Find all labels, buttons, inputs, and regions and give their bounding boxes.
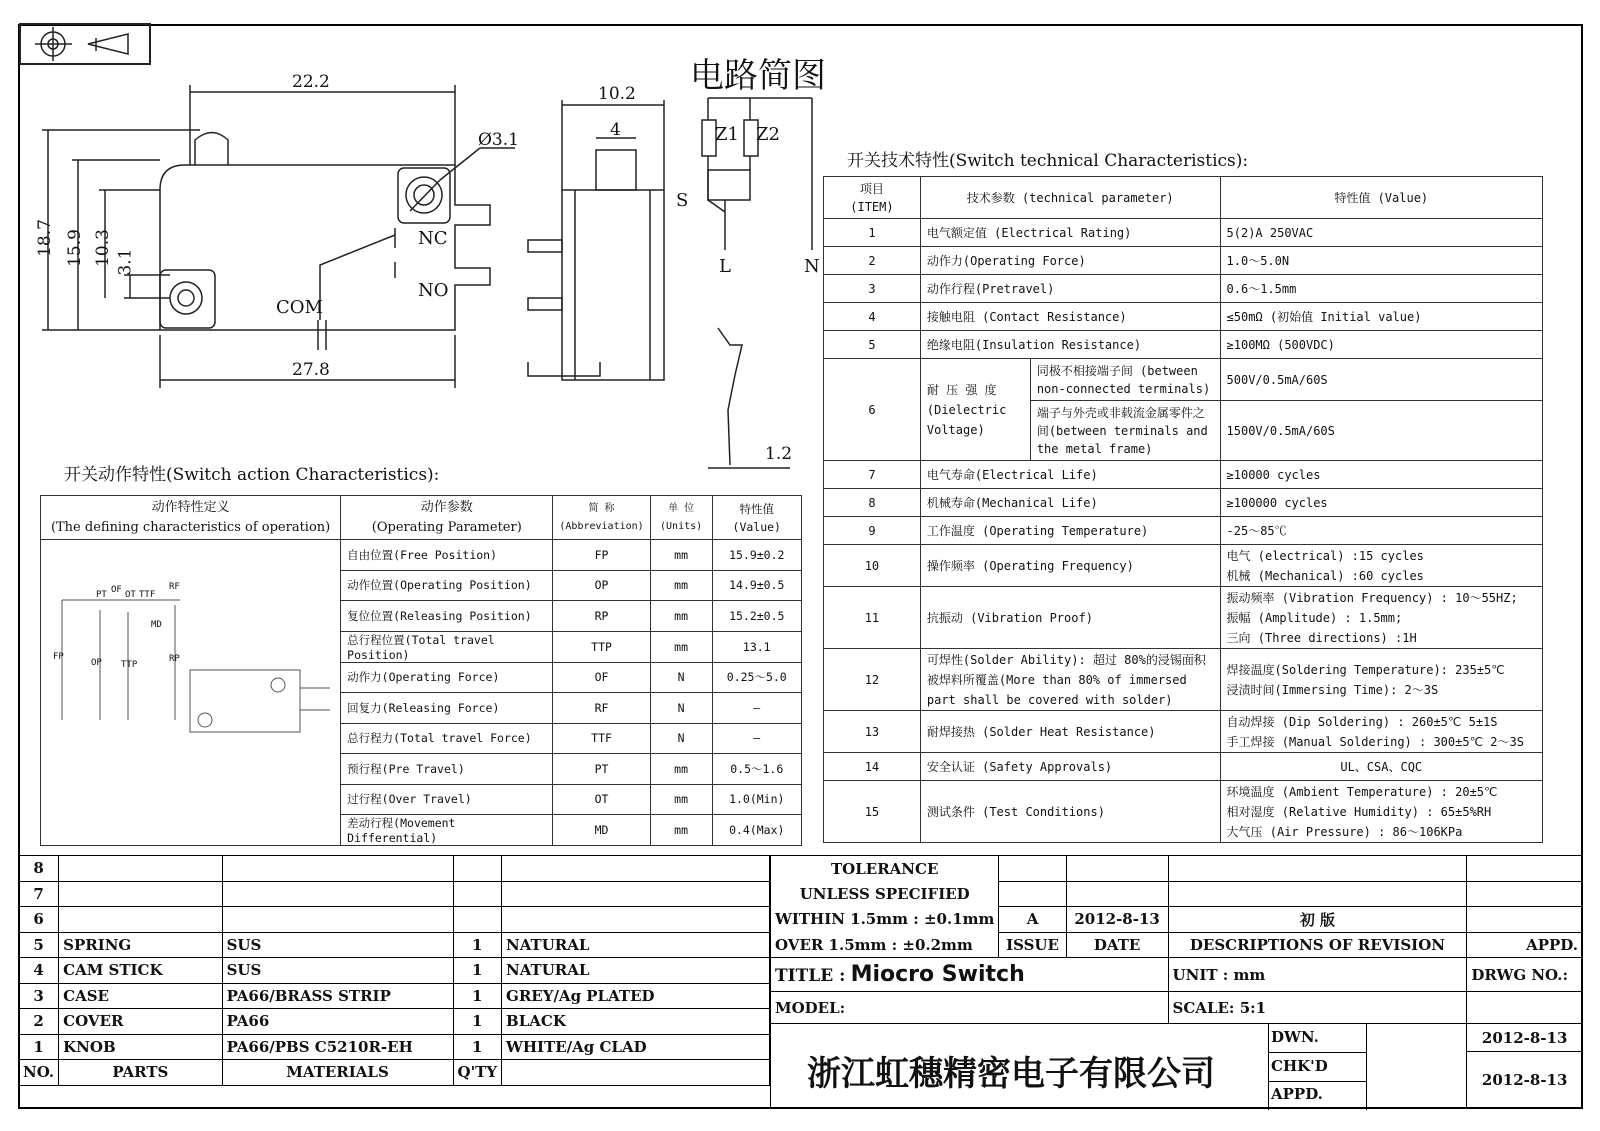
dl-fp: FP	[53, 652, 64, 662]
tech-no: 9	[824, 517, 921, 545]
scale-label: SCALE:	[1172, 998, 1235, 1017]
title-cell	[771, 958, 1169, 992]
dim-27-8: 27.8	[292, 360, 330, 380]
tech-h-param: 技术参数 (technical parameter)	[920, 177, 1220, 219]
action-param: 总行程力(Total travel Force)	[341, 723, 553, 754]
bom-part: KNOB	[59, 1034, 222, 1060]
tech-no: 3	[824, 275, 921, 303]
h-issue: ISSUE	[999, 932, 1066, 958]
bom-no: 8	[19, 856, 59, 882]
bom-no: 1	[19, 1034, 59, 1060]
bom-material	[222, 907, 453, 933]
nc-label: NC	[418, 228, 448, 249]
action-param: 动作力(Operating Force)	[341, 662, 553, 693]
bom-qty: 1	[453, 1034, 502, 1060]
tech-no: 4	[824, 303, 921, 331]
dwn-label: DWN.	[1271, 1028, 1319, 1046]
dl-rf: RF	[169, 582, 180, 592]
action-unit: mm	[650, 601, 712, 632]
dim-3-1: 3.1	[115, 248, 136, 276]
appd-label: APPD.	[1271, 1085, 1323, 1103]
dim-22-2: 22.2	[292, 72, 330, 92]
tol-line-4: OVER 1.5mm : ±0.2mm	[771, 932, 999, 958]
bom-remark: WHITE/Ag CLAD	[502, 1034, 770, 1060]
bom-part: CASE	[59, 983, 222, 1009]
action-unit: mm	[650, 815, 712, 846]
action-unit: N	[650, 693, 712, 724]
dim-4: 4	[610, 120, 621, 140]
n-label: N	[804, 256, 820, 277]
action-value: 0.4(Max)	[712, 815, 801, 846]
tech-value: 焊接温度(Soldering Temperature): 235±5℃ 浸渍时间(Immersing Time): 2～3S	[1220, 649, 1542, 711]
bom-material: SUS	[222, 958, 453, 984]
tech-value: ≥10000 cycles	[1220, 461, 1542, 489]
action-value: 15.2±0.5	[712, 601, 801, 632]
tech-subparam: 同极不相接端子间 (between non-connected terminals)	[1030, 359, 1220, 401]
bom-no: 5	[19, 932, 59, 958]
bom-remark: BLACK	[502, 1009, 770, 1035]
action-param: 自由位置(Free Position)	[341, 540, 553, 571]
tech-param: 安全认证 (Safety Approvals)	[920, 753, 1220, 781]
action-abbr: PT	[553, 754, 650, 785]
title-block	[770, 855, 1583, 1108]
dim-10-2: 10.2	[598, 84, 636, 104]
dwn-date: 2012-8-13	[1467, 1024, 1583, 1052]
title-label: TITLE :	[775, 966, 846, 986]
s-label: S	[676, 190, 689, 211]
unit-cell	[1168, 958, 1467, 992]
tech-no: 15	[824, 781, 921, 843]
action-unit: mm	[650, 754, 712, 785]
tech-value: 5(2)A 250VAC	[1220, 219, 1542, 247]
company-cell	[771, 1024, 1467, 1108]
action-abbr: TTP	[553, 631, 650, 662]
tech-h-value: 特性值 (Value)	[1220, 177, 1542, 219]
tech-param: 接触电阻 (Contact Resistance)	[920, 303, 1220, 331]
tech-param: 可焊性(Solder Ability): 超过 80%的浸锡面积被焊料所覆盖(More than 80% of immersed part shall be covered with solder)	[920, 649, 1220, 711]
tech-param: 工作温度 (Operating Temperature)	[920, 517, 1220, 545]
tech-param: 动作行程(Pretravel)	[920, 275, 1220, 303]
bom-part: CAM STICK	[59, 958, 222, 984]
action-value: 0.25～5.0	[712, 662, 801, 693]
bom-qty: 1	[453, 983, 502, 1009]
bom-qty: 1	[453, 1009, 502, 1035]
bom-part: COVER	[59, 1009, 222, 1035]
dim-18-7: 18.7	[34, 219, 55, 257]
circuit-title: 电路简图	[690, 56, 826, 96]
tech-no: 7	[824, 461, 921, 489]
bom-remark: NATURAL	[502, 958, 770, 984]
h-desc: DESCRIPTIONS OF REVISION	[1168, 932, 1467, 958]
no-label: NO	[418, 280, 449, 301]
tech-value: 振动频率 (Vibration Frequency) : 10～55HZ; 振幅 (Amplitude) : 1.5mm; 三向 (Three directions) :1H	[1220, 587, 1542, 649]
rev-date: 2012-8-13	[1066, 907, 1168, 933]
action-unit: mm	[650, 784, 712, 815]
tech-value: 0.6～1.5mm	[1220, 275, 1542, 303]
z1-label: Z1	[715, 124, 739, 145]
action-abbr: FP	[553, 540, 650, 571]
bom-qty	[453, 881, 502, 907]
bom-remark: GREY/Ag PLATED	[502, 983, 770, 1009]
z1-resistor	[702, 120, 716, 156]
bom-no: 6	[19, 907, 59, 933]
tech-no: 10	[824, 545, 921, 587]
com-blade	[320, 235, 395, 320]
action-abbr: OF	[553, 662, 650, 693]
bom-material: SUS	[222, 932, 453, 958]
tech-param: 操作频率 (Operating Frequency)	[920, 545, 1220, 587]
tech-title: 开关技术特性(Switch technical Characteristics):	[847, 151, 1249, 171]
action-abbr: OP	[553, 570, 650, 601]
bom-material	[222, 881, 453, 907]
tech-value: 1.0～5.0N	[1220, 247, 1542, 275]
dim-phi-3-1: Ø3.1	[478, 130, 519, 150]
action-value: 13.1	[712, 631, 801, 662]
scale-value: 5:1	[1239, 998, 1267, 1017]
dim-1-2: 1.2	[765, 444, 793, 464]
dim-10-3: 10.3	[92, 229, 113, 267]
action-value: 14.9±0.5	[712, 570, 801, 601]
h-appd: APPD.	[1467, 932, 1583, 958]
z2-label: Z2	[756, 124, 780, 145]
action-abbr: MD	[553, 815, 650, 846]
tech-param: 机械寿命(Mechanical Life)	[920, 489, 1220, 517]
drwg-no: DRWG NO.:	[1467, 958, 1583, 992]
action-h-param: 动作参数 (Operating Parameter)	[341, 496, 553, 540]
tech-param: 绝缘电阻(Insulation Resistance)	[920, 331, 1220, 359]
h-date: DATE	[1066, 932, 1168, 958]
action-param: 预行程(Pre Travel)	[341, 754, 553, 785]
unit-value: mm	[1233, 965, 1266, 984]
tech-subparam: 端子与外壳或非载流金属零件之间(between terminals and the metal frame)	[1030, 401, 1220, 461]
bom-material	[222, 856, 453, 882]
dim-15-9: 15.9	[64, 229, 85, 267]
tech-value: ≥100MΩ (500VDC)	[1220, 331, 1542, 359]
drawing-title: Miocro Switch	[850, 962, 1025, 987]
tech-param: 动作力(Operating Force)	[920, 247, 1220, 275]
tech-no: 12	[824, 649, 921, 711]
bom-material: PA66/PBS C5210R-EH	[222, 1034, 453, 1060]
tech-h-item: 项目 (ITEM)	[824, 177, 921, 219]
action-unit: N	[650, 662, 712, 693]
bom-remark	[502, 881, 770, 907]
switch-lever-nub	[195, 133, 228, 166]
tech-no: 8	[824, 489, 921, 517]
action-table	[40, 495, 802, 846]
action-value: 15.9±0.2	[712, 540, 801, 571]
tech-no: 2	[824, 247, 921, 275]
tech-param: 抗振动 (Vibration Proof)	[920, 587, 1220, 649]
tech-param: 耐焊接热 (Solder Heat Resistance)	[920, 711, 1220, 753]
bom-part	[59, 907, 222, 933]
action-h-unit: 单 位 (Units)	[650, 496, 712, 540]
tech-no: 5	[824, 331, 921, 359]
action-param: 总行程位置(Total travel Position)	[341, 631, 553, 662]
action-abbr: OT	[553, 784, 650, 815]
bom-remark: NATURAL	[502, 932, 770, 958]
action-unit: mm	[650, 631, 712, 662]
l-label: L	[719, 256, 731, 277]
action-h-def: 动作特性定义 (The defining characteristics of operation)	[41, 496, 341, 540]
tech-param: 电气寿命(Electrical Life)	[920, 461, 1220, 489]
action-param: 回复力(Releasing Force)	[341, 693, 553, 724]
action-abbr: RP	[553, 601, 650, 632]
action-param: 复位位置(Releasing Position)	[341, 601, 553, 632]
tech-value: 500V/0.5mA/60S	[1220, 359, 1542, 401]
chkd-label: CHK'D	[1271, 1057, 1328, 1075]
bom-qty	[453, 907, 502, 933]
tech-param: 测试条件 (Test Conditions)	[920, 781, 1220, 843]
action-unit: N	[650, 723, 712, 754]
bom-part: SPRING	[59, 932, 222, 958]
chkd-date: 2012-8-13	[1467, 1052, 1583, 1108]
bom-h-qty: Q'TY	[453, 1060, 502, 1086]
tech-no: 14	[824, 753, 921, 781]
action-value: —	[712, 693, 801, 724]
dl-pt: PT	[96, 590, 107, 600]
action-h-value: 特性值 (Value)	[712, 496, 801, 540]
tech-param: 耐 压 强 度 (Dielectric Voltage)	[920, 359, 1030, 461]
tech-value: -25～85℃	[1220, 517, 1542, 545]
tol-line-1: TOLERANCE	[771, 856, 999, 882]
bom-no: 2	[19, 1009, 59, 1035]
model-label: MODEL:	[771, 992, 1169, 1024]
dl-of: OF	[111, 585, 122, 595]
action-param: 差动行程(Movement Differential)	[341, 815, 553, 846]
rev-issue: A	[999, 907, 1066, 933]
bom-h-parts: PARTS	[59, 1060, 222, 1086]
action-param: 动作位置(Operating Position)	[341, 570, 553, 601]
bom-remark	[502, 907, 770, 933]
tech-value: 自动焊接 (Dip Soldering) : 260±5℃ 5±1S 手工焊接 (Manual Soldering) : 300±5℃ 2～3S	[1220, 711, 1542, 753]
dl-rp: RP	[169, 654, 180, 664]
action-abbr: TTF	[553, 723, 650, 754]
tech-no: 13	[824, 711, 921, 753]
bom-h-no: NO.	[19, 1060, 59, 1086]
projection-cone-icon	[88, 34, 128, 54]
dl-md: MD	[151, 620, 162, 630]
dl-ttp: TTP	[121, 660, 138, 670]
scale-cell	[1168, 992, 1467, 1024]
bom-no: 7	[19, 881, 59, 907]
tol-line-3: WITHIN 1.5mm : ±0.1mm	[771, 907, 999, 933]
rev-desc: 初 版	[1168, 907, 1467, 933]
action-value: 0.5～1.6	[712, 754, 801, 785]
bom-qty: 1	[453, 932, 502, 958]
com-label: COM	[276, 297, 323, 318]
bom-qty	[453, 856, 502, 882]
tech-no: 11	[824, 587, 921, 649]
unit-label: UNIT :	[1172, 965, 1229, 984]
tech-no: 1	[824, 219, 921, 247]
dl-op: OP	[91, 658, 102, 668]
bom-material: PA66/BRASS STRIP	[222, 983, 453, 1009]
bom-material: PA66	[222, 1009, 453, 1035]
tech-value: UL、CSA、CQC	[1220, 753, 1542, 781]
bom-no: 3	[19, 983, 59, 1009]
tech-no: 6	[824, 359, 921, 461]
bom-remark	[502, 856, 770, 882]
action-abbr: RF	[553, 693, 650, 724]
action-diagram-cell	[41, 540, 341, 846]
action-unit: mm	[650, 570, 712, 601]
action-param: 过行程(Over Travel)	[341, 784, 553, 815]
bom-qty: 1	[453, 958, 502, 984]
bom-h-materials: MATERIALS	[222, 1060, 453, 1086]
action-unit: mm	[650, 540, 712, 571]
tech-value: 1500V/0.5mA/60S	[1220, 401, 1542, 461]
tech-value: ≤50mΩ (初始值 Initial value)	[1220, 303, 1542, 331]
bom-part	[59, 856, 222, 882]
action-h-abbr: 简 称 (Abbreviation)	[553, 496, 650, 540]
bom-table	[18, 855, 770, 1086]
dl-ttf: TTF	[139, 590, 156, 600]
dl-ot: OT	[125, 590, 136, 600]
action-value: —	[712, 723, 801, 754]
tech-value: 环境温度 (Ambient Temperature) : 20±5℃ 相对湿度 (Relative Humidity) : 65±5%RH 大气压 (Air Pressure) : 86～106KPa	[1220, 781, 1542, 843]
tol-line-2: UNLESS SPECIFIED	[771, 881, 999, 907]
tech-value: 电气 (electrical) :15 cycles 机械 (Mechanical) :60 cycles	[1220, 545, 1542, 587]
action-title: 开关动作特性(Switch action Characteristics):	[64, 465, 440, 485]
bom-no: 4	[19, 958, 59, 984]
tech-value: ≥100000 cycles	[1220, 489, 1542, 517]
company-name: 浙江虹穗精密电子有限公司	[807, 1054, 1215, 1094]
action-value: 1.0(Min)	[712, 784, 801, 815]
tech-param: 电气额定值 (Electrical Rating)	[920, 219, 1220, 247]
bom-part	[59, 881, 222, 907]
tech-table	[823, 176, 1543, 843]
